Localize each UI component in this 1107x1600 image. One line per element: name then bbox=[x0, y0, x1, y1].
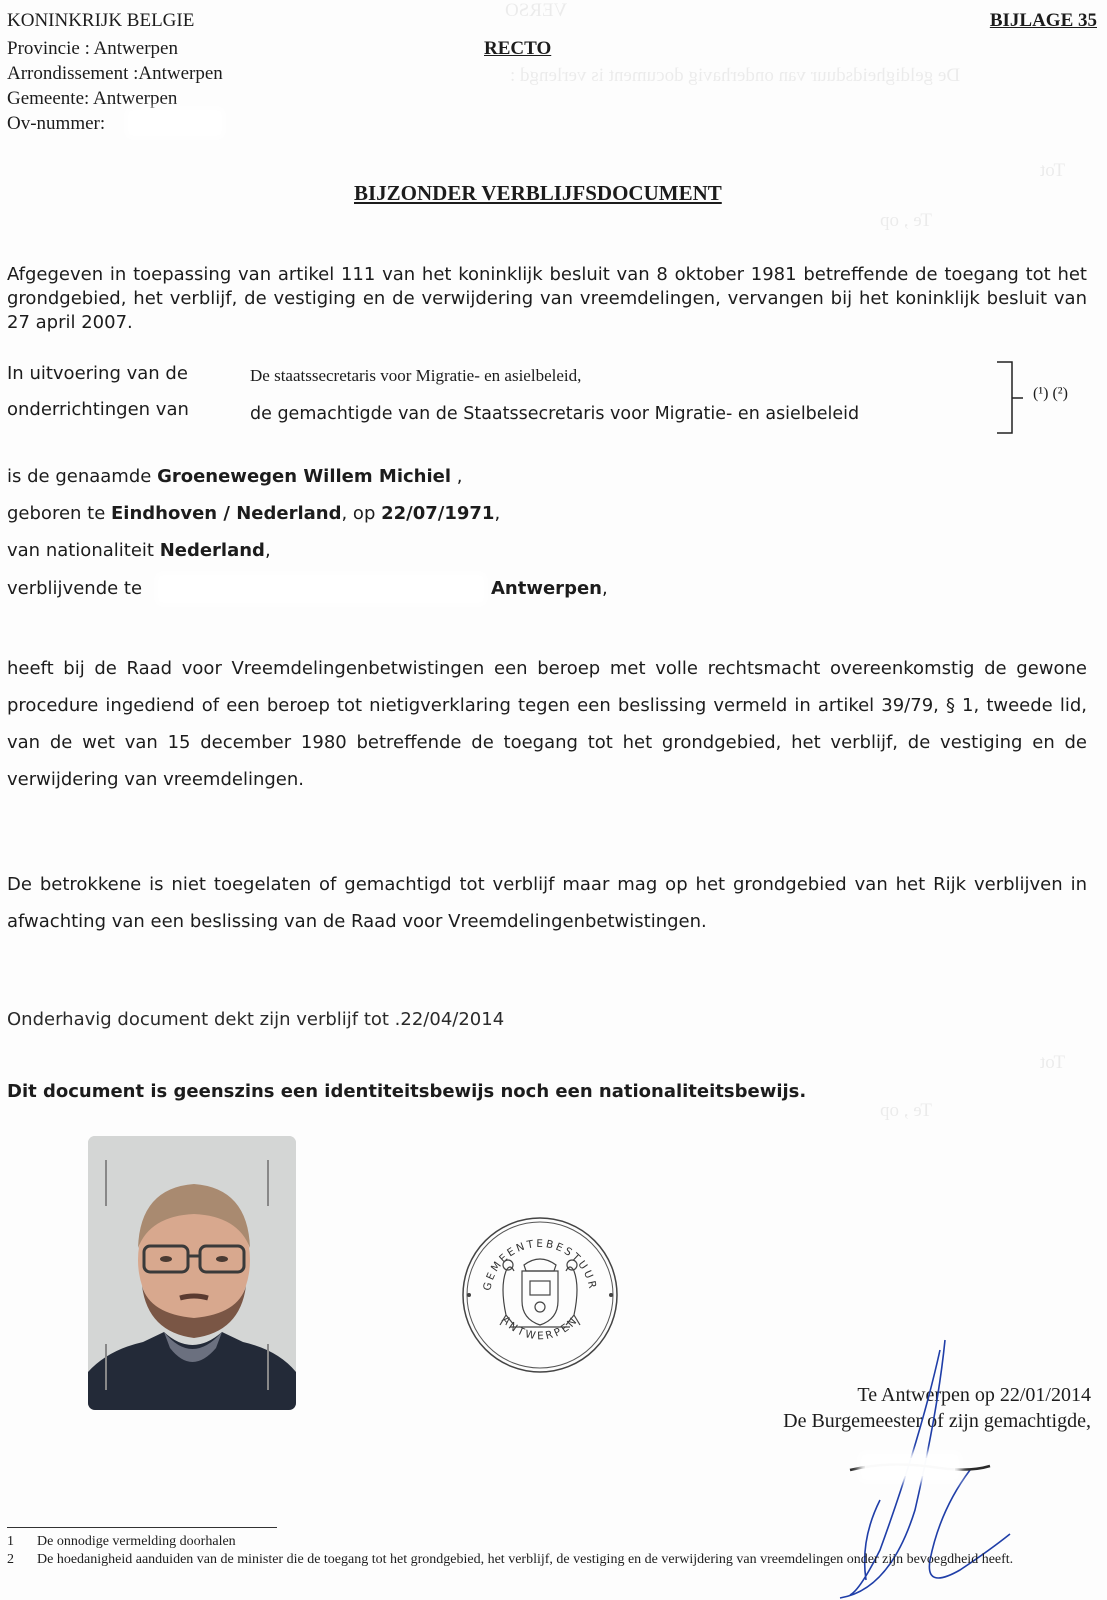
appeal-paragraph: heeft bij de Raad voor Vreemdelingenbetwistingen een beroep met volle rechtsmacht overeenkomstig de gewone procedure ingediend of een beroep tot nietigverklaring tegen een beslissing vermeld in artikel 39/79, § 1, tweede lid, van de wet van 15 december 1980 betreffende de toegang tot het grondgebied, het verblijf, de vestiging en de verwijdering van vreemdelingen. bbox=[7, 658, 1087, 790]
birthdate-prefix: , op bbox=[341, 503, 376, 524]
annex-label: BIJLAGE 35 bbox=[989, 10, 1097, 31]
legal-basis-paragraph: Afgegeven in toepassing van artikel 111 van het koninklijk besluit van 8 oktober 1981 betreffende de toegang tot het grondgebied, het verblijf, de vestiging en de verwijdering van vreemdelingen, vervangen bij het koninklijk besluit van 27 april 2007. bbox=[7, 264, 1087, 333]
nationality: Nederland bbox=[159, 540, 265, 561]
residence-suffix: , bbox=[601, 578, 608, 599]
header-province: Provincie : Antwerpen bbox=[7, 38, 178, 59]
portrait-image bbox=[88, 1136, 296, 1410]
status-paragraph: De betrokkene is niet toegelaten of gemachtigd tot verblijf maar mag op het grondgebied van het Rijk verblijven in afwachting van een beslissing van de Raad voor Vreemdelingenbetwistingen. bbox=[7, 874, 1087, 932]
disclaimer-line: Dit document is geenszins een identiteitsbewijs noch een nationaliteitsbewijs. bbox=[7, 1081, 807, 1102]
coat-of-arms-icon bbox=[500, 1259, 580, 1327]
redacted-signature-name bbox=[865, 1458, 955, 1476]
nationality-suffix: , bbox=[264, 540, 271, 561]
redacted-ov-number bbox=[132, 114, 218, 132]
header-municipality: Gemeente: Antwerpen bbox=[7, 88, 178, 109]
recto-label: RECTO bbox=[484, 38, 552, 59]
residence-prefix: verblijvende te bbox=[7, 578, 143, 599]
person-residence-line bbox=[7, 577, 142, 601]
header-arrondissement: Arrondissement :Antwerpen bbox=[7, 63, 223, 84]
instruction-label: onderrichtingen van bbox=[7, 399, 189, 420]
footnote-number: 2 bbox=[7, 1552, 14, 1567]
bleed-line: Te , op bbox=[880, 1100, 932, 1121]
footnote-item bbox=[7, 1533, 236, 1550]
passport-photo bbox=[88, 1136, 296, 1410]
authority-option-2: de gemachtigde van de Staatssecretaris voor Migratie- en asielbeleid bbox=[250, 404, 860, 424]
footnote-text: De onnodige vermelding doorhalen bbox=[37, 1534, 236, 1549]
seal-top-text: GEMEENTEBESTUUR bbox=[481, 1237, 599, 1292]
document-title: BIJZONDER VERBLIJFSDOCUMENT bbox=[354, 181, 722, 205]
residence-city-line bbox=[491, 577, 608, 601]
bleed-line: De geldigheidsduur van onderhavig document is verlengd : bbox=[510, 65, 961, 86]
bleed-line: Te , op bbox=[880, 210, 932, 231]
footnote-text: De hoedanigheid aanduiden van de minister die de toegang tot het grondgebied, het verblijf, de vestiging en de verwijdering van vreemdelingen onder zijn bevoegdheid heeft. bbox=[37, 1552, 1014, 1567]
footnote-item bbox=[7, 1551, 1092, 1568]
header-ov-label: Ov-nummer: bbox=[7, 113, 106, 134]
validity-line: Onderhavig document dekt zijn verblijf tot .22/04/2014 bbox=[7, 1009, 505, 1030]
place-date: Te Antwerpen op 22/01/2014 bbox=[857, 1384, 1091, 1406]
born-prefix: geboren te bbox=[7, 503, 106, 524]
name-prefix: is de genaamde bbox=[7, 466, 152, 487]
footnote-number: 1 bbox=[7, 1534, 14, 1549]
birthplace: Eindhoven / Nederland bbox=[111, 503, 342, 524]
header-country: KONINKRIJK BELGIE bbox=[7, 10, 195, 31]
bleed-line: Tot bbox=[1040, 160, 1066, 181]
municipal-seal bbox=[460, 1215, 620, 1375]
bleed-line: Tot bbox=[1040, 1052, 1066, 1073]
name-suffix: , bbox=[456, 466, 463, 487]
birthdate: 22/07/1971 bbox=[381, 503, 495, 524]
bleed-verso: VERSO bbox=[505, 0, 568, 21]
redacted-address bbox=[162, 579, 480, 599]
footnote-marks: (¹) (²) bbox=[1033, 385, 1068, 402]
seal-bottom-text: ANTWERPEN bbox=[499, 1314, 581, 1343]
person-name-line bbox=[7, 465, 463, 489]
person-name: Groenewegen Willem Michiel bbox=[157, 466, 452, 487]
birthdate-suffix: , bbox=[494, 503, 501, 524]
person-nationality-line bbox=[7, 539, 271, 563]
signatory-title: De Burgemeester of zijn gemachtigde, bbox=[783, 1410, 1091, 1432]
instruction-label: In uitvoering van de bbox=[7, 363, 188, 384]
footnote-divider bbox=[7, 1527, 277, 1528]
bracket-shape bbox=[995, 360, 1025, 436]
residence-city: Antwerpen bbox=[491, 578, 602, 599]
nationality-prefix: van nationaliteit bbox=[7, 540, 154, 561]
person-birth-line bbox=[7, 502, 500, 526]
authority-option-1: De staatssecretaris voor Migratie- en asielbeleid, bbox=[250, 366, 582, 385]
